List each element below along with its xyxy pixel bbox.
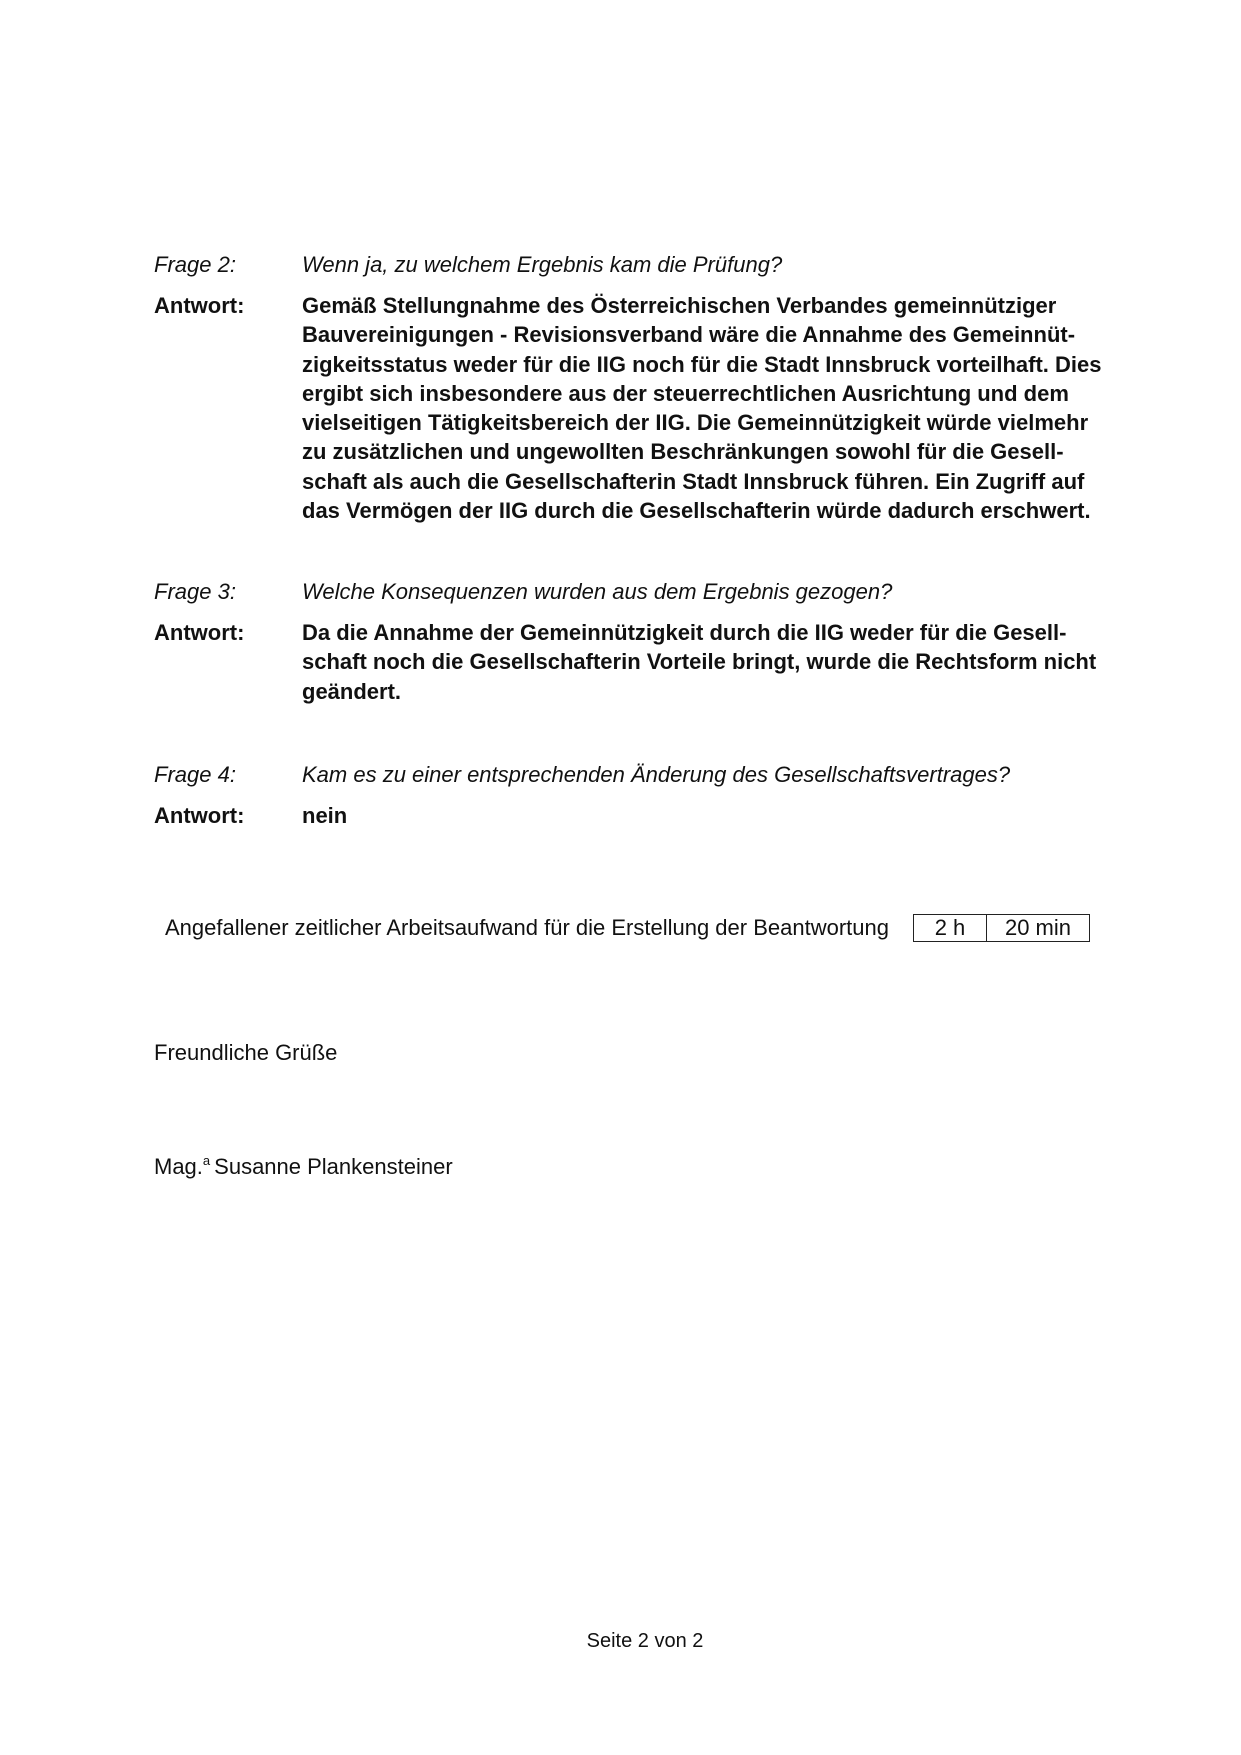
work-effort-row [165, 914, 1090, 942]
work-effort-label: Angefallener zeitlicher Arbeitsaufwand für die Erstellung der Beantwortung [165, 915, 889, 940]
answer-label: Antwort: [154, 293, 245, 318]
qa-block-frage-3 [154, 577, 1144, 706]
qa-block-frage-2 [154, 250, 1144, 525]
closing-greeting: Freundliche Grüße [154, 1040, 338, 1065]
answer-label: Antwort: [154, 803, 245, 828]
signature [154, 1153, 453, 1180]
question-row [154, 760, 1144, 789]
qa-block-frage-4 [154, 760, 1144, 830]
answer-row [154, 801, 1144, 830]
answer-line: zigkeitsstatus weder für die IIG noch für die Stadt Innsbruck vorteilhaft. Dies [302, 351, 1102, 377]
answer-line: das Vermögen der IIG durch die Gesellschafterin würde dadurch erschwert. [302, 498, 1091, 524]
answer-line: nein [302, 803, 348, 828]
work-effort-minutes: 20 min [1004, 915, 1071, 940]
answer-line: Da die Annahme der Gemeinnützigkeit durch die IIG weder für die Gesell- [302, 620, 1067, 645]
work-effort-box [913, 914, 1090, 942]
answer-line: Bauvereinigungen - Revisionsverband wäre die Annahme des Gemeinnüt- [302, 322, 1076, 348]
page-number: Seite 2 von 2 [586, 1630, 704, 1652]
answer-line: geändert. [302, 678, 402, 704]
answer-line: schaft als auch die Gesellschafterin Stadt Innsbruck führen. Ein Zugriff auf [302, 468, 1085, 494]
question-label: Frage 3: [154, 579, 236, 604]
question-label: Frage 4: [154, 762, 236, 787]
question-row [154, 577, 1144, 606]
signature-name: Susanne Plankensteiner [214, 1154, 453, 1179]
question-row [154, 250, 1144, 279]
answer-text [302, 801, 1144, 830]
answer-label: Antwort: [154, 620, 245, 645]
answer-line: vielseitigen Tätigkeitsbereich der IIG. Die Gemeinnützigkeit würde vielmehr [302, 410, 1089, 436]
question-label: Frage 2: [154, 252, 236, 277]
signature-title: Mag. [154, 1154, 203, 1179]
answer-text [302, 291, 1144, 525]
answer-text [302, 618, 1144, 706]
answer-line: zu zusätzlichen und ungewollten Beschränkungen sowohl für die Gesell- [302, 439, 1064, 465]
question-text: Welche Konsequenzen wurden aus dem Ergebnis gezogen? [302, 579, 893, 604]
question-text: Kam es zu einer entsprechenden Änderung des Gesellschaftsvertrages? [302, 762, 1011, 787]
answer-line: schaft noch die Gesellschafterin Vorteile bringt, wurde die Rechtsform nicht [302, 649, 1097, 675]
answer-row [154, 618, 1144, 706]
answer-line: Gemäß Stellungnahme des Österreichischen Verbandes gemeinnütziger [302, 293, 1057, 318]
signature-title-superscript: a [202, 1153, 211, 1168]
work-effort-hours: 2 h [914, 915, 987, 941]
question-text: Wenn ja, zu welchem Ergebnis kam die Prüfung? [302, 252, 783, 277]
answer-line: ergibt sich insbesondere aus der steuerrechtlichen Ausrichtung und dem [302, 380, 1069, 406]
answer-row [154, 291, 1144, 525]
